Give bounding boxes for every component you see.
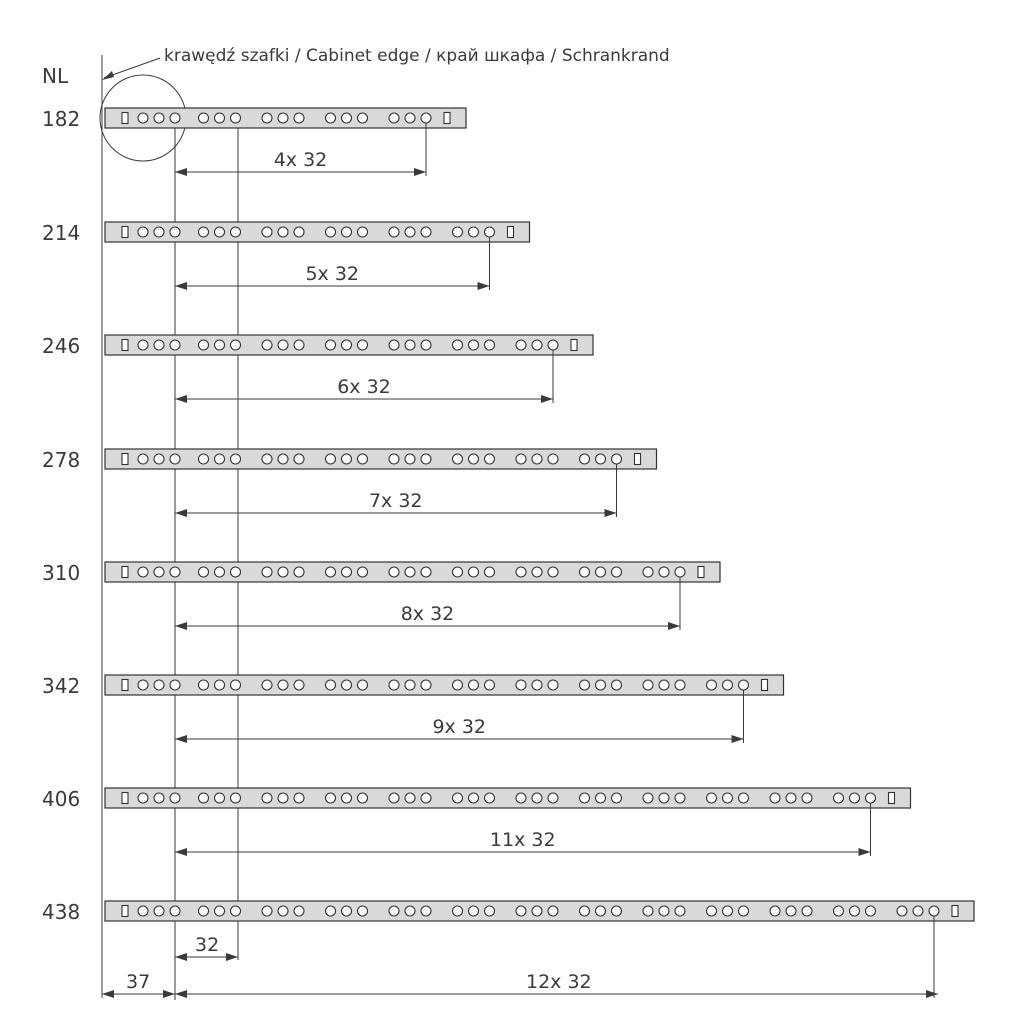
dim-arrow-right (414, 168, 426, 176)
pitch-dim-arrow-right (226, 953, 238, 961)
rail-hole (643, 567, 653, 577)
rail-hole (294, 454, 304, 464)
rail-hole (278, 680, 288, 690)
rail-row (42, 561, 720, 630)
rail-hole (358, 793, 368, 803)
rail-hole (170, 680, 180, 690)
rail-hole (326, 793, 336, 803)
rail-slot-left (122, 113, 128, 124)
rail-hole (294, 680, 304, 690)
rail-hole (278, 567, 288, 577)
rail-body (105, 222, 530, 242)
rail-hole (138, 454, 148, 464)
overall-dim-label: 12x 32 (526, 971, 592, 993)
rail-slot-left (122, 680, 128, 691)
rail-hole (453, 567, 463, 577)
rail-hole (643, 793, 653, 803)
rail-row (42, 107, 466, 176)
rail-hole (532, 567, 542, 577)
rail-slot-right (952, 906, 958, 917)
dim-label: 8x 32 (400, 603, 455, 625)
rail-hole (170, 340, 180, 350)
rail-row (42, 787, 911, 856)
rail-hole (739, 906, 749, 916)
rail-hole (516, 906, 526, 916)
rail-hole (596, 567, 606, 577)
rail-hole (453, 454, 463, 464)
rail-hole (262, 680, 272, 690)
rail-hole (596, 454, 606, 464)
rail-hole (485, 906, 495, 916)
rail-hole (170, 113, 180, 123)
rail-hole (485, 340, 495, 350)
rail-hole (342, 567, 352, 577)
rail-hole (342, 793, 352, 803)
rail-hole (294, 227, 304, 237)
rail-hole (358, 906, 368, 916)
rail-hole (199, 567, 209, 577)
rail-hole (453, 227, 463, 237)
rail-hole (929, 906, 939, 916)
rail-hole (580, 454, 590, 464)
dim-arrow-left (175, 509, 187, 517)
rail-row (42, 334, 593, 403)
rail-hole (675, 793, 685, 803)
rail-hole (707, 793, 717, 803)
rail-hole (532, 793, 542, 803)
rail-hole (342, 227, 352, 237)
rail-hole (469, 906, 479, 916)
rail-row (42, 674, 784, 743)
rail-hole (802, 906, 812, 916)
rail-slot-right (571, 340, 577, 351)
rail-hole (612, 567, 622, 577)
rail-hole (326, 340, 336, 350)
rail-hole (548, 454, 558, 464)
rail-hole (358, 227, 368, 237)
rail-hole (580, 906, 590, 916)
dim-label: 7x 32 (368, 490, 423, 512)
rail-hole (231, 113, 241, 123)
rail-hole (596, 680, 606, 690)
rail-hole (469, 680, 479, 690)
rail-slot-right (698, 567, 704, 578)
rail-hole (389, 227, 399, 237)
rail-hole (262, 113, 272, 123)
overall-dim-arrow-right (926, 990, 938, 998)
rail-hole (215, 113, 225, 123)
rail-hole (278, 227, 288, 237)
dim-arrow-left (175, 168, 187, 176)
rail-hole (342, 680, 352, 690)
rail-hole (262, 454, 272, 464)
rail-hole (215, 227, 225, 237)
rail-hole (469, 340, 479, 350)
rail-hole (199, 113, 209, 123)
rail-hole (231, 793, 241, 803)
rail-hole (532, 680, 542, 690)
edge-offset-arrow-right (163, 990, 175, 998)
rail-hole (294, 906, 304, 916)
rail-hole (516, 567, 526, 577)
dim-arrow-right (668, 622, 680, 630)
rail-hole (215, 340, 225, 350)
rail-slot-left (122, 793, 128, 804)
rail-slot-right (635, 454, 641, 465)
rail-hole (138, 340, 148, 350)
rail-hole (675, 680, 685, 690)
rail-hole (405, 567, 415, 577)
rail-slot-right (508, 227, 514, 238)
rail-hole (485, 227, 495, 237)
rail-hole (421, 340, 431, 350)
rail-hole (138, 567, 148, 577)
rail-hole (358, 680, 368, 690)
rail-hole (215, 567, 225, 577)
rail-hole (405, 340, 415, 350)
edge-offset-arrow-left (102, 990, 114, 998)
rail-hole (262, 906, 272, 916)
rail-hole (421, 113, 431, 123)
rail-hole (469, 454, 479, 464)
rail-slot-left (122, 906, 128, 917)
rail-hole (675, 906, 685, 916)
rail-hole (154, 454, 164, 464)
rail-hole (170, 793, 180, 803)
rail-hole (770, 906, 780, 916)
rail-hole (421, 793, 431, 803)
dim-arrow-left (175, 282, 187, 290)
rail-slot-right (762, 680, 768, 691)
rail-body (105, 449, 657, 469)
rail-hole (215, 793, 225, 803)
rail-hole (548, 680, 558, 690)
rail-hole (170, 906, 180, 916)
rail-hole (326, 227, 336, 237)
dim-arrow-left (175, 848, 187, 856)
rail-hole (532, 340, 542, 350)
dim-label: 11x 32 (489, 829, 556, 851)
rail-hole (913, 906, 923, 916)
rail-hole (326, 680, 336, 690)
rail-hole (278, 340, 288, 350)
rail-hole (802, 793, 812, 803)
rail-hole (358, 113, 368, 123)
rail-hole (154, 680, 164, 690)
rail-hole (154, 793, 164, 803)
rail-hole (548, 793, 558, 803)
rail-row (42, 448, 657, 517)
rail-hole (231, 340, 241, 350)
rail-hole (199, 340, 209, 350)
rail-hole (231, 454, 241, 464)
rail-hole (707, 680, 717, 690)
rail-hole (421, 906, 431, 916)
rail-hole (389, 793, 399, 803)
dim-label: 9x 32 (432, 716, 487, 738)
cabinet-edge-leader-arrow (102, 71, 114, 80)
nl-value: 310 (42, 561, 81, 585)
rail-hole (612, 680, 622, 690)
rail-hole (469, 567, 479, 577)
dim-arrow-left (175, 395, 187, 403)
rail-hole (739, 793, 749, 803)
rail-hole (231, 906, 241, 916)
rail-hole (643, 680, 653, 690)
rail-hole (516, 793, 526, 803)
rail-hole (138, 793, 148, 803)
rail-hole (278, 906, 288, 916)
rail-hole (342, 454, 352, 464)
rail-hole (389, 906, 399, 916)
rail-hole (231, 567, 241, 577)
nl-value: 342 (42, 674, 81, 698)
rail-slot-left (122, 454, 128, 465)
rail-hole (421, 454, 431, 464)
nl-value: 246 (42, 334, 81, 358)
nl-value: 406 (42, 787, 81, 811)
rail-hole (421, 680, 431, 690)
rail-row (42, 900, 974, 998)
rail-hole (485, 454, 495, 464)
rail-hole (342, 340, 352, 350)
rail-hole (643, 906, 653, 916)
rail-hole (516, 340, 526, 350)
rail-hole (262, 227, 272, 237)
rail-hole (154, 906, 164, 916)
rail-slot-left (122, 227, 128, 238)
dim-label: 6x 32 (337, 376, 391, 398)
rail-hole (548, 906, 558, 916)
dim-arrow-right (605, 509, 617, 517)
rail-hole (485, 680, 495, 690)
edge-offset-dim-label: 37 (126, 971, 151, 993)
rail-hole (389, 113, 399, 123)
bottom-dimensions (102, 934, 938, 998)
rail-hole (138, 113, 148, 123)
rail-hole (138, 906, 148, 916)
rail-hole (453, 340, 463, 350)
rail-hole (389, 680, 399, 690)
rail-hole (786, 906, 796, 916)
rail-hole (405, 454, 415, 464)
rail-hole (453, 680, 463, 690)
rail-hole (659, 793, 669, 803)
rail-hole (485, 567, 495, 577)
rail-hole (469, 227, 479, 237)
nl-value: 214 (42, 221, 81, 245)
rail-hole (326, 567, 336, 577)
rail-hole (866, 793, 876, 803)
rail-hole (154, 113, 164, 123)
rail-hole (469, 793, 479, 803)
rail-row (42, 221, 530, 290)
rail-hole (596, 906, 606, 916)
rail-hole (532, 454, 542, 464)
rail-hole (786, 793, 796, 803)
rail-hole (138, 227, 148, 237)
rail-hole (421, 227, 431, 237)
rail-hole (580, 680, 590, 690)
rail-hole (723, 680, 733, 690)
rail-hole (278, 454, 288, 464)
rail-hole (659, 680, 669, 690)
rail-hole (154, 567, 164, 577)
rail-hole (215, 906, 225, 916)
rail-slot-left (122, 567, 128, 578)
rail-hole (389, 454, 399, 464)
rail-hole (199, 227, 209, 237)
rail-hole (612, 454, 622, 464)
rail-hole (548, 567, 558, 577)
rail-hole (358, 340, 368, 350)
rail-hole (739, 680, 749, 690)
rail-hole (580, 567, 590, 577)
rail-hole (707, 906, 717, 916)
rail-hole (659, 906, 669, 916)
nl-value: 182 (42, 107, 81, 131)
rail-hole (294, 793, 304, 803)
rails-layer (42, 107, 974, 998)
dim-arrow-right (541, 395, 553, 403)
rail-hole (834, 793, 844, 803)
rail-hole (421, 567, 431, 577)
rail-hole (231, 680, 241, 690)
rail-hole (485, 793, 495, 803)
rail-hole (389, 340, 399, 350)
rail-hole (262, 567, 272, 577)
rail-hole (199, 906, 209, 916)
rail-hole (405, 906, 415, 916)
rail-hole (405, 227, 415, 237)
rail-hole (516, 454, 526, 464)
rail-hole (278, 793, 288, 803)
pitch-dim-arrow-left (175, 953, 187, 961)
rail-hole (358, 454, 368, 464)
dim-label: 4x 32 (273, 149, 328, 171)
rail-hole (532, 906, 542, 916)
dim-arrow-right (859, 848, 871, 856)
rail-hole (262, 340, 272, 350)
rail-hole (675, 567, 685, 577)
rail-hole (596, 793, 606, 803)
rail-hole (170, 567, 180, 577)
rail-hole (834, 906, 844, 916)
rail-hole (723, 906, 733, 916)
rail-slot-right (444, 113, 450, 124)
rail-hole (215, 454, 225, 464)
rail-hole (659, 567, 669, 577)
rail-hole (154, 227, 164, 237)
dim-arrow-left (175, 735, 187, 743)
rail-hole (723, 793, 733, 803)
rail-hole (897, 906, 907, 916)
rail-hole (262, 793, 272, 803)
rail-slot-right (889, 793, 895, 804)
rail-hole (326, 906, 336, 916)
rail-hole (389, 567, 399, 577)
rail-hole (342, 113, 352, 123)
cabinet-edge-label: krawędź szafki / Cabinet edge / край шкафа / Schrankrand (164, 46, 670, 66)
rail-hole (850, 906, 860, 916)
rail-hole (199, 680, 209, 690)
rail-hole (358, 567, 368, 577)
rail-hole (294, 113, 304, 123)
rail-slot-left (122, 340, 128, 351)
rail-hole (405, 113, 415, 123)
rail-hole (612, 793, 622, 803)
rail-hole (342, 906, 352, 916)
rail-hole (453, 793, 463, 803)
rail-hole (405, 680, 415, 690)
nl-heading: NL (42, 64, 69, 88)
rail-hole (199, 454, 209, 464)
rail-hole (453, 906, 463, 916)
rail-hole (215, 680, 225, 690)
nl-value: 278 (42, 448, 81, 472)
rail-hole (770, 793, 780, 803)
rail-hole (405, 793, 415, 803)
overall-dim-arrow-left (175, 990, 187, 998)
rail-hole (199, 793, 209, 803)
nl-value: 438 (42, 900, 81, 924)
dim-arrow-left (175, 622, 187, 630)
rail-hole (294, 567, 304, 577)
rail-hole (294, 340, 304, 350)
rail-hole (866, 906, 876, 916)
rail-hole (170, 454, 180, 464)
pitch-dim-label: 32 (195, 934, 220, 956)
rail-hole (580, 793, 590, 803)
dim-label: 5x 32 (305, 263, 360, 285)
rail-hole (326, 113, 336, 123)
rail-hole (154, 340, 164, 350)
rail-hole (278, 113, 288, 123)
rail-hole (170, 227, 180, 237)
rail-hole (326, 454, 336, 464)
rail-hole (850, 793, 860, 803)
rail-hole (612, 906, 622, 916)
dim-arrow-right (478, 282, 490, 290)
rail-hole (231, 227, 241, 237)
rail-hole (516, 680, 526, 690)
rail-hole (548, 340, 558, 350)
dim-arrow-right (732, 735, 744, 743)
rail-hole (138, 680, 148, 690)
